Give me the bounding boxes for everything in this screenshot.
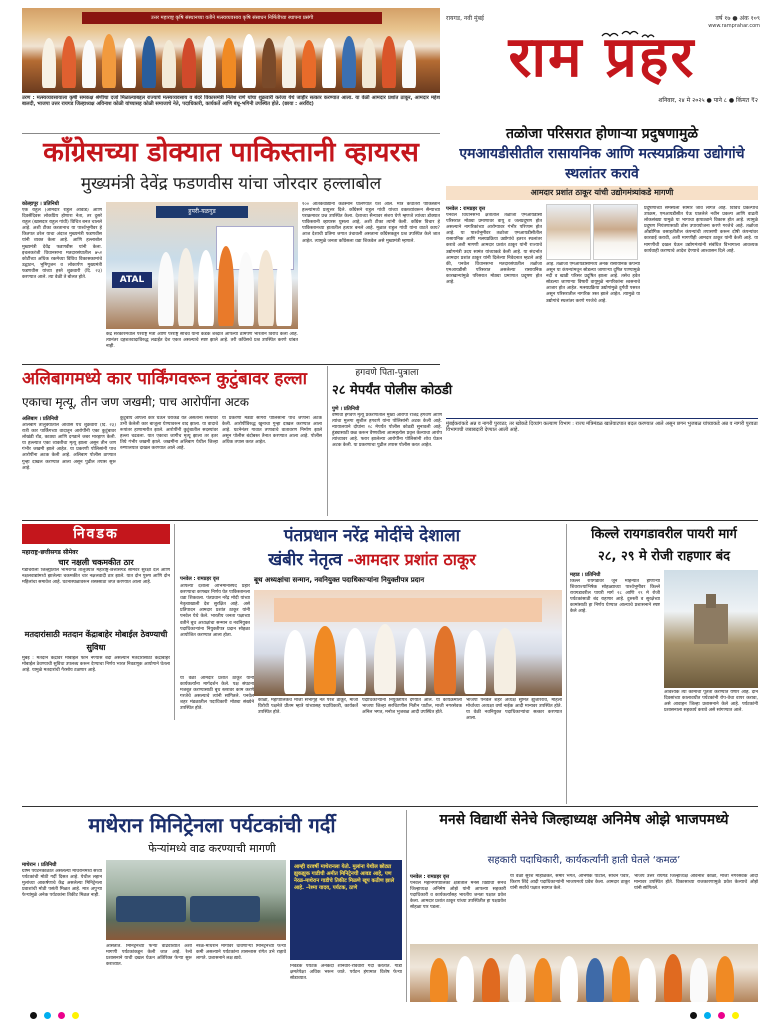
nivdak-body-2: मुंबई : मतदान केंद्रांवर मोबाईल फोन नेण्यास बंदी असल्याने मतदारांसाठी केंद्राबाहेर मोबाईल ठेवण्याची सुविधा उपलब्ध करून देण्याचा निर्णय भारत निवडणूक आयोगाने घेतला आहे. यामुळे मतदारांची गैरसोय टळणार आहे. [22,656,170,674]
lead-subhead: मुख्यमंत्री देवेंद्र फडणवीस यांचा जोरदार हल्लाबोल [80,174,382,194]
taloja-body-col1: पनवेल विधानसभा क्षेत्रातील तळोजा एमआयडीसी परिसरात मोठ्या प्रमाणावर वायू व जलप्रदूषण होत असल्याने नागरिकांच्या आरोग्यावर गंभीर परिणाम होत आहे. या पार्श्वभूमीवर तळोजा एमआयडीसीतील रासायनिक आणि मत्स्यप्रक्रिया उद्योगांचे इतरत्र स्थलांतर करावे अशी मागणी आमदार प्रशांत ठाकूर यांनी राज्याचे उद्योगमंत्री उदय सामंत यांच्याकडे केली आहे. या संदर्भात आमदार प्रशांत ठाकूर यांनी दिलेल्या निवेदनात म्हटले आहे की, पनवेल विधानसभा मतदारसंघातील तळोजा एमआयडीसी परिसरात असलेल्या रासायनिक कारखान्यांमुळे परिसरात मोठ्या प्रमाणात प्रदूषण होत आहे. [446,213,542,286]
masthead-place: रायगड, नवी मुंबई [446,15,484,22]
matheran-body-col4: निवडक पर्यटक अनेकदा शनिवार-रविवारी गर्दी करतात. गाडी क्षमतेपेक्षा अधिक भरून जाते. पर्यटन हंगामात विशेष फेऱ्या सोडाव्यात. [290,964,402,982]
nivdak-headline-2: मतदारांसाठी मतदान केंद्राबाहेर मोबाईल ठेवण्याची सुविधा [24,630,168,652]
masthead-logo: राम प्रहर [508,25,696,90]
pm-body-col3: कोळी, महापालिकेचे माजी सभागृह नेते परेश ठाकूर, माजी विरोधी पक्षनेते प्रीतम म्हात्रे यांच्यासह पदाधिकारी, कार्यकर्ते उपस्थित होते. [258,698,358,716]
pm-body-col5: भाजपा पनवेल शहर अध्यक्ष सुमित झुंजारराव, महिला मोर्चाच्या अध्यक्षा वर्षा नाईक आदी मान्यवर उपस्थित होते. या वेळी नवनियुक्त पदाधिकाऱ्यांचा सत्कार करण्यात आला. [466,698,562,722]
mns-subhead: सहकारी पदाधिकारी, कार्यकर्त्यांनी हाती घेतले ‘कमळ’ [487,855,681,866]
mns-body-col3: भाजप उत्तर रायगड जिल्हाध्यक्ष अविनाश कोळी, माजी नगरसेवक आदी मान्यवर उपस्थित होते. विकासाच्या राजकारणामुळे प्रवेश केल्याचे ओझे यांनी सांगितले. [634,874,758,892]
registration-mark-yellow-2 [732,1012,739,1019]
mns-body-col1: पनवेल महानगरपालिका क्षेत्रातील मनसे विद्यार्थी सेनेचे जिल्हाध्यक्ष अनिमेष ओझे यांनी आपल्या सहकारी पदाधिकारी व कार्यकर्त्यांसह भारतीय जनता पक्षात प्रवेश केला. आमदार प्रशांत ठाकूर यांच्या उपस्थितीत हा पक्षप्रवेश सोहळा पार पडला. [410,881,506,911]
pm-body-col2: या वेळी आमदार प्रशांत ठाकूर यांनी कार्यकर्त्यांना मार्गदर्शन केले. पक्ष संघटना मजबूत करण्यासाठी बूथ स्तरावर काम करणे गरजेचे असल्याचे त्यांनी सांगितले. पनवेल शहर मंडळातील पदाधिकारी मोठ्या संख्येने उपस्थित होते. [180,676,254,712]
fort-headline1: किल्ले रायगडावरील पायरी मार्ग [591,527,737,542]
police-kicker: हगवणे पिता-पुत्राला [355,368,419,378]
lead-photo-sign: ATAL [112,272,152,288]
taloja-headline1: तळोजा परिसरात होणाऱ्या प्रदुषणामुळे [505,126,699,142]
police-body: वैष्णवी हगवणे मृत्यू प्रकरणातील मुख्य आरोपी राजेंद्र हगवणे आणि त्यांचा मुलगा सुशील हगवणे यांना पोलिसांनी अटक केली आहे. न्यायालयाने दोघांना २८ मेपर्यंत पोलीस कोठडी सुनावली आहे. हुंड्यासाठी छळ करून वैष्णवीला आत्महत्येस प्रवृत्त केल्याचा आरोप त्यांच्यावर आहे. फरार झालेल्या आरोपींना पोलिसांनी शोध घेऊन अटक केली. या प्रकरणाचा पुढील तपास पोलीस करत आहेत. [332,413,442,449]
nivdak-title: निवडक [73,526,119,542]
nivdak-body-1: गडचिरोली जिल्ह्यातील भामरागड तालुक्यात महाराष्ट्र-छत्तीसगड सीमेवर सुरक्षा दल आणि नक्षलवाद्यांमध्ये झालेल्या चकमकीत चार नक्षलवादी ठार झाले. यात दोन पुरुष आणि दोन महिलांचा समावेश आहे. घटनास्थळावरून शस्त्रसाठा जप्त करण्यात आला आहे. [22,568,170,586]
matheran-subhead: फेऱ्यांमध्ये वाढ करण्याची मागणी [148,842,276,855]
taloja-headline2: एमआयडीसीतील रासायनिक आणि मत्स्यप्रक्रिया उद्योगांचे स्थलांतर करावे [459,146,745,182]
mns-photo [410,944,758,1002]
attack-body-col1: अलिबाग तालुक्यातील आवास येथे शुक्रवारी (दि. २३) रात्री कार पार्किंगच्या वादातून आरोपींनी एका कुटुंबावर लोखंडी रॉड, काठ्या आणि दगडाने जबर मारहाण केली. या हल्ल्यात एका व्यक्तीचा मृत्यू झाला असून तीन जण गंभीर जखमी झाले आहेत. या प्रकरणी पोलिसांनी पाच आरोपींना अटक केली आहे. अलिबाग पोलीस ठाण्यात गुन्हा दाखल करण्यात आला असून पुढील तपास सुरू आहे. [22,423,116,471]
matheran-photo [106,860,286,940]
masthead-url: www.ramprahar.com [708,23,760,29]
mns-dateline: पनवेल : रामप्रहर वृत्त [410,874,450,880]
police-headline: २८ मेपर्यंत पोलीस कोठडी [332,383,453,398]
nivdak-kicker-1: महाराष्ट्र-छत्तीसगड सीमेवर [22,549,78,556]
matheran-body-col3: नेरळ-माथेरान मार्गावर धावणाऱ्या मिनिट्रेनच्या फेऱ्या कमी असल्याने पर्यटकांना तासन्तास रांगेत उभे राहावे लागते. प्रशासनाने लक्ष द्यावे. [196,944,286,962]
attack-headline: अलिबागमध्ये कार पार्किंगवरून कुटुंबावर हल्ला [22,369,308,389]
registration-mark-yellow [72,1012,79,1019]
registration-mark-black [30,1012,37,1019]
attack-subhead: एकाचा मृत्यू, तीन जण जखमी; पाच आरोपींना अटक [22,395,250,409]
nivdak-headline-1: चार नक्षली चकमकीत ठार [58,558,134,567]
registration-mark-black-2 [690,1012,697,1019]
matheran-body-col1: ग्रीष्म पर्यटनकाळात असलेल्या माथेरानमध्ये सध्या पर्यटकांची मोठी गर्दी दिसत आहे. येथील लहान मुलांच्या आकर्षणाचे केंद्र असलेल्या मिनिट्रेनला प्रवाशांची मोठी पसंती मिळत आहे. मात्र अपुऱ्या फेऱ्यांमुळे अनेक पर्यटकांना तिकीट मिळत नाही. [22,869,102,899]
top-photo-caption: उरण : मत्स्यव्यवसायाला कृषी समकक्ष श्रेणीचा दर्जा मिळाल्याबद्दल राज्याचे मत्स्यव्यवसाय व बंदरे विकासमंत्री नितेश राणे यांचा शुक्रवारी करंजा येथे जाहीर सत्कार करण्यात आला. या वेळी आमदार प्रशांत ठाकूर, आमदार महेश बालदी, भाजपा उत्तर रायगड जिल्हाध्यक्ष अविनाश कोळी यांच्यासह कोळी समाजाचे नेते, पदाधिकारी, कार्यकर्ते आणि बंधू-भगिनी उपस्थित होते. (छाया : अरविंद) [22,95,440,108]
attack-dateline: अलिबाग । प्रतिनिधी [22,416,59,422]
pm-headline1: पंतप्रधान नरेंद्र मोदींचे देशाला [283,526,461,546]
pm-subhead: बूथ अध्यक्षांचा सन्मान, नवनियुक्त पदाधिकाऱ्यांना नियुक्तीपत्र प्रदान [254,576,425,584]
pm-headline3: -आमदार प्रशांत ठाकूर [347,550,476,569]
top-photo [22,8,440,93]
matheran-headline: माथेरान मिनिट्रेनला पर्यटकांची गर्दी [88,813,336,837]
taloja-subhead: आमदार प्रशांत ठाकूर यांची उद्योगमंत्र्यांकडे मागणी [446,186,758,200]
matheran-highlight [290,860,402,960]
lead-body-col2: केंद्र सरकारमधील परराष्ट्र मंत्री आणि परराष्ट्र सचिव यांनी कडक शब्दात आपल्या ठामपणे भारताने विरोध केला आहे. त्यानंतर दहशतवादाविरुद्ध लढाईत देश एकत्र असल्याचे स्पष्ट झाले आहे. तरी काँग्रेसचे प्रश्न उपस्थित करणे थांबत नाही. [106,332,298,350]
registration-mark-cyan-2 [704,1012,711,1019]
birds-icon [600,28,658,42]
fort-photo [664,570,758,688]
pm-body-col1: आपल्या देशाला अभिमानास्पद प्रहार करण्याचा कणखर निर्णय घेत पाकिस्तानला धडा शिकवला. पंतप्रधान नरेंद्र मोदी यांच्या नेतृत्वाखाली देश सुरक्षित आहे. असे प्रतिपादन आमदार प्रशांत ठाकूर यांनी पनवेल येथे केले. भारतीय जनता पक्षाच्या वतीने बूथ अध्यक्षांचा सन्मान व नवनियुक्त पदाधिकाऱ्यांना नियुक्तीपत्र प्रदान सोहळा आयोजित करण्यात आला होता. [180,584,250,638]
lead-body-col1: एक राहुल (आमदार राहुल आवाडे) आणि दिवसेंदिवस लोकप्रिय होणारा नेता, तर दुसरे राहुल (खासदार राहुल गांधी) विचित्र बनत चालले आहे. अशी टीका करतानाच या पार्श्वभूमीवर हे कितपत ठरेल याचा अंदाज मुख्यमंत्री फडणवीस यांनी व्यक्त केला आहे. आणि हल्लाबोल मुख्यमंत्री देवेंद्र फडणवीस यांनी केला. इचलकरंजी विधानसभा मतदारसंघातील ७५२ कोटींच्या अधिक रकमेच्या विविध विकासकामांचे उद्घाटन, भूमिपूजन व लोकार्पण मुख्यमंत्री फडणवीस यांच्या हस्ते शुक्रवारी (दि. २३) करण्यात आले. त्या वेळी ते बोलत होते. [22,208,102,281]
matheran-body-col2: आसतात. मिनिट्रेनच्या फेऱ्या वाढवाव्यात अशी मागणी पर्यटकांकडून केली जात आहे. रेल्वे प्रशासनाने याची दखल घेऊन अतिरिक्त फेऱ्या सुरू कराव्यात. [106,944,192,968]
taloja-photo-1 [546,204,591,260]
pm-body-col4: पदाधिकाऱ्यांना नियुक्तीपत्र देण्यात आले. या कार्यक्रमाला भाजपा जिल्हा सरचिटणीस नितीन पाटील, माजी नगरसेवक अनिल भगत, मनोज भुजबळ आदी उपस्थित होते. [362,698,462,716]
lead-photo [106,202,298,329]
fort-dateline: महाड । प्रतिनिधी [570,572,601,578]
lead-photo-banner: हुपरी-यळगुड [156,206,248,218]
fort-body-col1: किल्ले रायगडावर जून महिन्यात होणाऱ्या शिवराज्याभिषेक सोहळ्याच्या पार्श्वभूमीवर किल्ले रायगडावरील पायरी मार्ग २८ आणि २९ मे रोजी पर्यटकांसाठी बंद राहणार आहे. दुरुस्ती व सुरक्षेच्या कामांसाठी हा निर्णय घेण्यात आल्याचे प्रशासनाने स्पष्ट केले आहे. [570,579,660,615]
fort-body-col2: आवश्यक त्या कामांची पूर्तता करण्यात येणार आहे. दोन दिवसांच्या कालावधीत पर्यटकांनी रोप-वेचा वापर करावा, असे आवाहन जिल्हा प्रशासनाने केले आहे. पर्यटकांनी प्रशासनाला सहकार्य करावे असे सांगण्यात आले. [664,690,758,714]
taloja-body-col2: आहे. तळोजा एमआयडीसीमध्ये अनेक रासायनिक कंपन्या असून या कंपन्यांमधून सोडल्या जाणाऱ्या दूषित पाण्यामुळे नदी व खाडी परिसर प्रदूषित झाला आहे. तसेच हवेत सोडल्या जाणाऱ्या विषारी वायूमुळे नागरिकांना श्वसनाचे आजार होत आहेत. मत्स्यप्रक्रिया उद्योगांमुळे दुर्गंधी पसरत असून परिसरातील नागरिक त्रस्त झाले आहेत. त्यामुळे या उद्योगांचे स्थलांतर करणे गरजेचे आहे. [546,262,640,304]
top-photo-banner: उत्तर महाराष्ट्र कृषि संस्थानच्या वतीने मत्स्यव्यवसाय कृषि संसाधन निर्मितीच्या स्थापना प्रसंगी [82,12,382,24]
taloja-photo-2 [593,204,638,260]
matheran-dateline: माथेरान । प्रतिनिधी [22,862,57,868]
taloja-dateline: पनवेल : रामप्रहर वृत्त [446,206,486,212]
registration-mark-magenta-2 [718,1012,725,1019]
lead-headline: काँग्रेसच्या डोक्यात पाकिस्तानी व्हायरस [43,137,419,168]
dateline-bar: शनिवार, २४ मे २०२५ ● पाने ८ ● किंमत ₹२ [658,97,758,104]
registration-mark-magenta [58,1012,65,1019]
matheran-quote: आम्ही दरवर्षी माथेरानला येतो. मुलांना येथील छोट्या झुकझुक गाडीची अमीत मिनिट्रेनची आवड आहे, पण नेरळ-माथेरान गाडीचे तिकीट मिळणे खूप कठीण झाले आहे. –रेश्मा यादव, पर्यटक, ठाणे [294,864,395,891]
pm-headline2: खंबीर नेतृत्व [268,550,343,570]
mns-body-col2: या वेळी सुरेश मोहोळकर, समीर भगत, अभिषेक पाटील, सचिन पवार, किरण शिंदे आदी पदाधिकाऱ्यांनी भाजपमध्ये प्रवेश केला. आमदार ठाकूर यांनी सर्वांचे पक्षात स्वागत केले. [510,874,630,892]
pm-headline-line2 [180,548,564,572]
taloja-body-col3: प्रदूषणाच्या समस्येला सामोरे जावे लागत आहे. विविध प्रकल्पांचे उपक्रम, एमआयडीसीत येऊ घातलेले नवीन प्रकल्प आणि वाढती लोकसंख्या यामुळे या भागाचा झपाट्याने विकास होत आहे. त्यामुळे प्रदूषण नियंत्रणासाठी ठोस उपाययोजना करणे गरजेचे आहे. तळोजा औद्योगिक वसाहतीतील कंपन्यांची तपासणी करून दोषी कंपन्यांवर कारवाई करावी, अशी मागणीही आमदार ठाकूर यांनी केली आहे. या मागणीची दखल घेऊन उद्योगमंत्र्यांनी संबंधित विभागाला आवश्यक कार्यवाही करण्याचे आदेश देण्याचे आश्वासन दिले आहे. [644,206,758,254]
year-issue: वर्ष १७ ● अंक १०९ [715,15,760,22]
registration-mark-cyan [44,1012,51,1019]
police-dateline: पुणे । प्रतिनिधी [332,406,360,412]
pm-dateline: पनवेल : रामप्रहर वृत्त [180,576,220,582]
lead-dateline: कोल्हापूर । प्रतिनिधी [22,201,59,207]
mns-headline: मनसे विद्यार्थी सेनेचे जिल्हाध्यक्ष अनिमेष ओझे भाजपमध्ये [439,812,729,828]
lead-body-col3: १०० आतंकवाद्यांना कंठस्नान घालण्यात यश आले. मात्र कधीतरी पाकिस्तान हल्ल्यांमध्ये प्रत्युत्तर दिले. काँग्रेसने राहुल गांधी यांच्या वक्तव्यांवरून सैन्याच्या पराक्रमावर प्रश्न उपस्थित केला. देशाच्या सैन्यावर संशय घेणे म्हणजे त्यांच्या डोक्यात पाकिस्तानी व्हायरस घुसला आहे, अशी टीका त्यांनी केली. काँग्रेस विचार हे पाकिस्तानच्या हातातील हत्यार बनले आहे. मूळात राहुल गांधी यांना वाटते काय? आज देशाची प्रतिमा जगात उंचावली असताना काँग्रेसकडून प्रश्न उपस्थित केले जात आहेत. त्यामुळे जनता काँग्रेसला धडा शिकवेल असे मुख्यमंत्री म्हणाले. [302,202,440,244]
nivdak-header [22,524,170,544]
pm-photo [254,590,562,696]
mumbai-brief: मुंबईकरांकडे अन्न व नागरी पुरवठा; तर खोकडे दिव्यांग कल्याण विभाग : राज्य मंत्रिमंडळ खातेवाटपात बदल करण्यात आले असून छगन भुजबळ यांच्याकडे अन्न व नागरी पुरवठा विभागाची जबाबदारी देण्यात आली आहे. [446,418,758,448]
attack-body-col2: कुटुंबीय आपली कार घेऊन घराकडे येत असताना रस्त्यावर उभी केलेली कार बाजूला घेण्यावरून वाद झाला. या वादाचे रूपांतर हाणामारीत झाले. आरोपींनी कुटुंबातील सदस्यांवर हल्ला चढवला. यात एकाचा जागीच मृत्यू झाला तर इतर तिघे गंभीर जखमी झाले. जखमींना अलिबाग येथील जिल्हा रुग्णालयात दाखल करण्यात आले आहे. [120,416,218,452]
attack-body-col3: या प्रकरणी मंडवा सागरी पोलिसांनी पाच जणांना अटक केली. आरोपींविरुद्ध खुनाचा गुन्हा दाखल करण्यात आला आहे. घटनेनंतर गावात तणावाचे वातावरण निर्माण झाले असून पोलीस बंदोबस्त तैनात करण्यात आला आहे. पोलीस अधिक तपास करत आहेत. [222,416,322,446]
fort-headline2: २८, २९ मे रोजी राहणार बंद [597,549,731,564]
